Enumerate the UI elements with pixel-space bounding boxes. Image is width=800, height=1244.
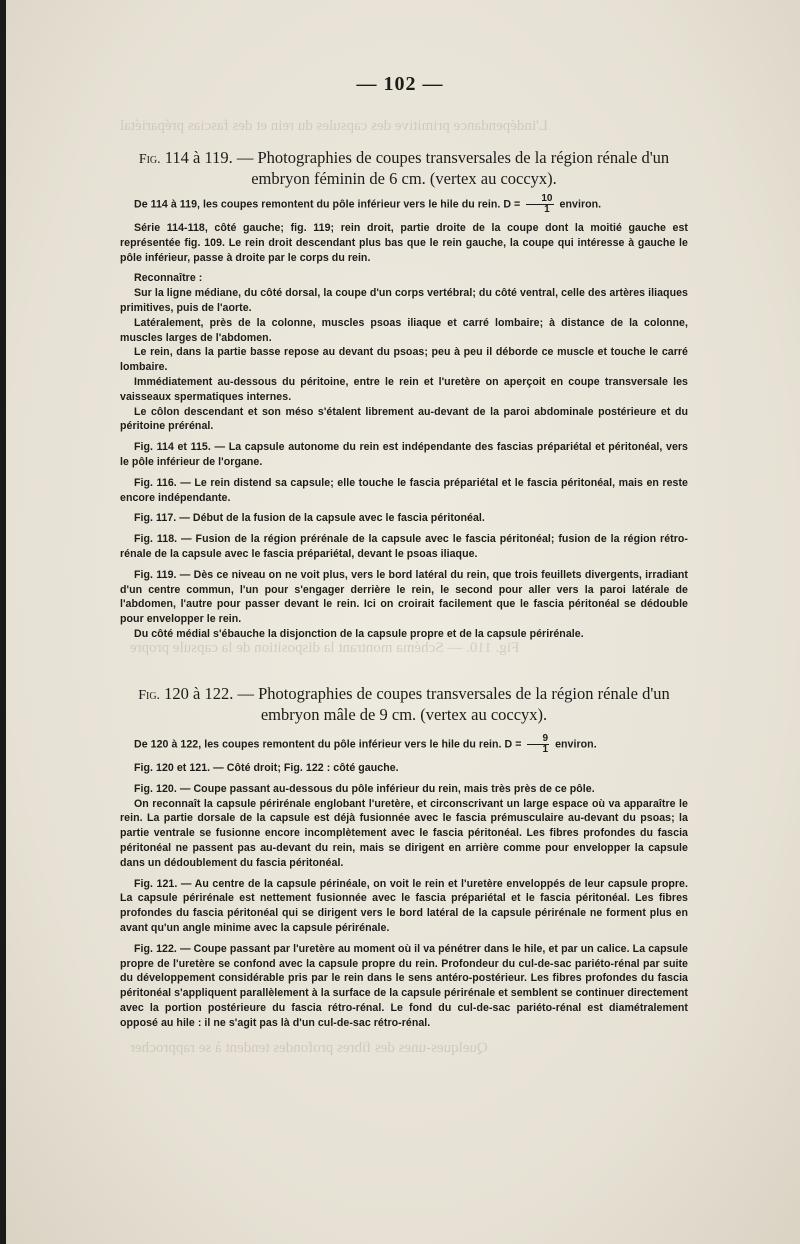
- section-1-heading: [120, 148, 688, 188]
- heading-text: 114 à 119. — Photographies de coupes transversales de la région rénale d'un embryon féminin de 6 cm. (vertex au coccyx).: [164, 148, 670, 188]
- scale-line: [120, 734, 688, 755]
- scan-edge: [0, 0, 6, 1244]
- page-number: — 102 —: [356, 73, 444, 95]
- fraction-numerator: 10: [526, 194, 553, 205]
- fig-122-caption: Fig. 122. — Coupe passant par l'uretère au moment où il va pénétrer dans le hile, et par un calice. La capsule propre de l'uretère se confond avec la capsule propre du rein. Profondeur du cul-de-sac pariéto-rénal par suite du développement considérable pris par le rein dans le sens antéro-postérieur. Les fibres profondes du fascia péritonéal s'appliquent parallèlement à la surface de la capsule périrénale et semblent se continuer directement avec la portion postérieure du fascia rétro-rénal. Le fond du cul-de-sac pariéto-rénal est diamétralement opposé au hile : il ne s'agit pas là d'un cul-de-sac rétro-rénal.: [120, 942, 688, 1029]
- scale-fraction: [527, 734, 549, 755]
- paragraph: Immédiatement au-dessous du péritoine, entre le rein et l'uretère on aperçoit en coupe transversale les vaisseaux spermatiques internes.: [120, 375, 688, 403]
- show-through: Quelques-unes des fibres profondes tendent à se rapprocher: [130, 1040, 488, 1056]
- paragraph: Sur la ligne médiane, du côté dorsal, la coupe d'un corps vertébral; du côté ventral, celle des artères iliaques primitives, puis de l'aorte.: [120, 287, 688, 314]
- paragraph: Le côlon descendant et son méso s'étalent librement au-devant de la paroi abdominale postérieure et du péritoine prérénal.: [120, 405, 688, 433]
- fig-114-caption: Fig. 114 et 115. — La capsule autonome du rein est indépendante des fascias prépariétal et péritonéal, vers le pôle inférieur de l'organe.: [120, 441, 688, 468]
- fig-120-description: On reconnaît la capsule périrénale englobant l'uretère, et circonscrivant un large espace où va apparaître le rein. La partie dorsale de la capsule est déjà fusionnée avec le fascia prémusculaire au-devant du psoas; la partie ventrale se fusionne encore incomplètement avec le fascia péritonéal. Les fibres profondes du fascia péritonéal ne passent pas au-devant du rein, mais se dirigent en arrière comme pour envelopper la capsule dans un dédoublement du fascia péritonéal.: [120, 797, 688, 869]
- show-through: Fig. 110. — Schéma montrant la disposition de la capsule propre: [130, 640, 520, 656]
- fraction-denominator: 1: [544, 204, 550, 215]
- fig-119-caption: Fig. 119. — Dès ce niveau on ne voit plus, vers le bord latéral du rein, que trois feuillets divergents, irradiant d'un centre commun, l'un pour s'engager derrière le rein, le second pour aller vers la paroi latérale de l'abdomen, l'autre pour passer devant le rein. Ici on croirait facilement que le fascia péritonéal se dédouble pour envelopper le rein.: [120, 568, 688, 626]
- section-2-heading: [120, 684, 688, 724]
- scale-suffix: environ.: [555, 738, 597, 751]
- heading-fig-label: Fig.: [138, 152, 161, 167]
- scale-text: De 120 à 122, les coupes remontent du pôle inférieur vers le hile du rein. D =: [134, 738, 522, 751]
- fig-117-caption: Fig. 117. — Début de la fusion de la capsule avec le fascia péritonéal.: [134, 512, 485, 525]
- scale-fraction: [526, 194, 553, 215]
- fig-120-caption: Fig. 120. — Coupe passant au-dessous du pôle inférieur du rein, mais très près de ce pôle.: [134, 782, 595, 795]
- fig-121-caption: Fig. 121. — Au centre de la capsule périnéale, on voit le rein et l'uretère enveloppés de leur capsule propre. La capsule périrénale est nettement fusionnée avec le fascia prépariétal et le fascia péritonéal. Les fibres profondes du fascia péritonéal qui se dirigent vers le bord latéral de la capsule périrénale ne forment plus en avant qu'un angle minime avec la capsule périrénale.: [120, 877, 688, 934]
- show-through: L'indépendance primitive des capsules du rein et des fascias prépariétal: [120, 118, 548, 134]
- serie-paragraph: Série 114-118, côté gauche; fig. 119; rein droit, partie droite de la coupe dont la moitié gauche est représentée fig. 109. Le rein droit descendant plus bas que le rein gauche, la coupe qui intéresse à gauche le pôle inférieur, passe à droite par le corps du rein.: [120, 222, 688, 264]
- fraction-numerator: 9: [527, 734, 549, 745]
- paragraph: Latéralement, près de la colonne, muscles psoas iliaque et carré lombaire; à distance de la colonne, muscles larges de l'abdomen.: [120, 316, 688, 344]
- reconnaitre-label: Reconnaître :: [134, 272, 203, 285]
- scale-suffix: environ.: [559, 198, 602, 211]
- scale-text: De 114 à 119, les coupes remontent du pôle inférieur vers le hile du rein. D =: [134, 198, 521, 211]
- scale-line: [120, 194, 688, 215]
- sides-line: Fig. 120 et 121. — Côté droit; Fig. 122 : côté gauche.: [134, 762, 399, 774]
- fraction-denominator: 1: [542, 744, 549, 755]
- section-2-body: [120, 734, 688, 1031]
- fig-116-caption: Fig. 116. — Le rein distend sa capsule; elle touche le fascia prépariétal et le fascia péritonéal, mais en reste encore indépendante.: [120, 476, 688, 504]
- heading-text: 120 à 122. — Photographies de coupes transversales de la région rénale d'un embryon mâle de 9 cm. (vertex au coccyx).: [164, 684, 670, 724]
- section-1-body: [120, 194, 688, 642]
- heading-fig-label: Fig.: [138, 688, 161, 703]
- fig-118-caption: Fig. 118. — Fusion de la région prérénale de la capsule avec le fascia péritonéal; fusion de la région rétro-rénale de la capsule avec le fascia prépariétal, devant le psoas iliaque.: [120, 533, 688, 560]
- medial-paragraph: Du côté médial s'ébauche la disjonction de la capsule propre et de la capsule périrénale.: [134, 627, 584, 640]
- paragraph: Le rein, dans la partie basse repose au devant du psoas; peu à peu il déborde ce muscle et touche le carré lombaire.: [120, 346, 688, 374]
